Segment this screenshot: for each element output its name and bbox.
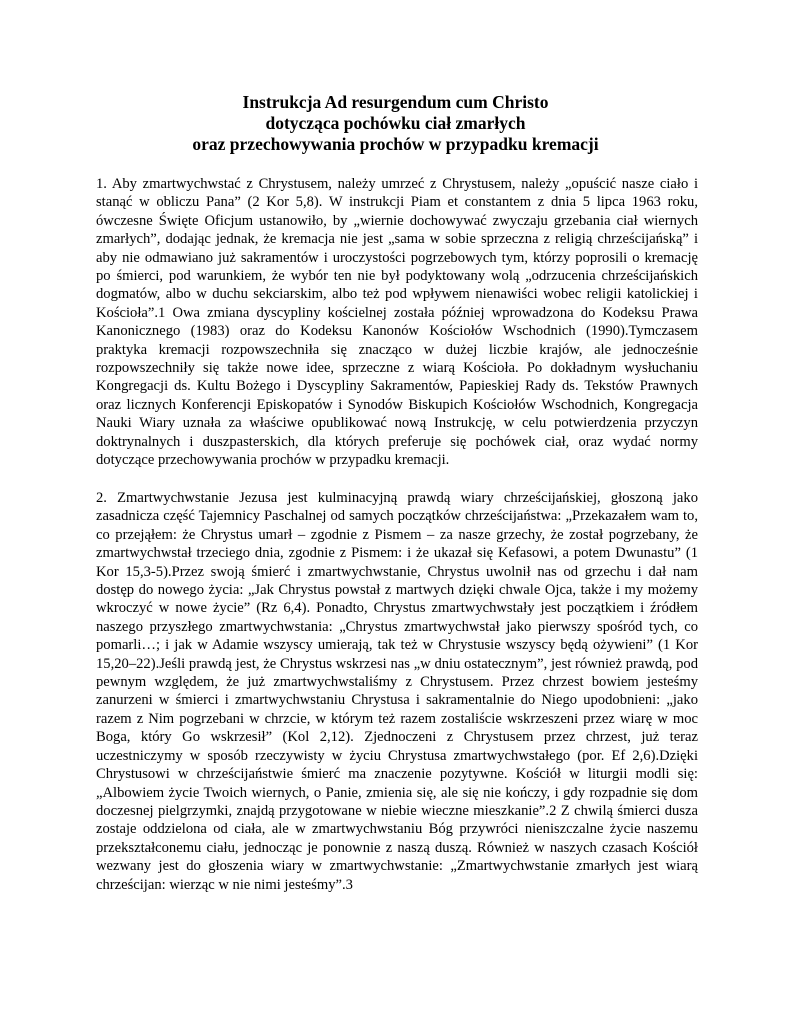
title-line-3: oraz przechowywania prochów w przypadku kremacji (192, 134, 599, 154)
document-title (0, 92, 791, 155)
paragraph-2: 2. Zmartwychwstanie Jezusa jest kulminacyjną prawdą wiary chrześcijańskiej, głoszoną jako zasadnicza część Tajemnicy Paschalnej od samych początków chrześcijaństwa: „Przekazałem wam to, co przejąłem: że Chrystus umarł – zgodnie z Pismem – za nasze grzechy, że został pogrzebany, że zmartwychwstał trzeciego dnia, zgodnie z Pismem: i że ukazał się Kefasowi, a potem Dwunastu” (1 Kor 15,3-5).Przez swoją śmierć i zmartwychwstanie, Chrystus uwolnił nas od grzechu i dał nam dostęp do nowego życia: „Jak Chrystus powstał z martwych dzięki chwale Ojca, także i my możemy wkroczyć w nowe życie” (Rz 6,4). Ponadto, Chrystus zmartwychwstały jest początkiem i źródłem naszego przyszłego zmartwychwstania: „Chrystus zmartwychwstał jako pierwszy spośród tych, co pomarli…; i jak w Adamie wszyscy umierają, tak też w Chrystusie wszyscy będą ożywieni” (1 Kor 15,20–22).Jeśli prawdą jest, że Chrystus wskrzesi nas „w dniu ostatecznym”, jest również prawdą, pod pewnym względem, że już zmartwychwstaliśmy z Chrystusem. Przez chrzest bowiem jesteśmy zanurzeni w śmierci i zmartwychwstaniu Chrystusa i sakramentalnie do Niego upodobnieni: „jako razem z Nim pogrzebani w chrzcie, w którym też razem zostaliście wskrzeszeni przez wiarę w moc Boga, który Go wskrzesił” (Kol 2,12). Zjednoczeni z Chrystusem przez chrzest, już teraz uczestniczymy w sposób rzeczywisty w życiu Chrystusa zmartwychwstałego (por. Ef 2,6).Dzięki Chrystusowi w chrześcijaństwie śmierć ma znaczenie pozytywne. Kościół w liturgii modli się: „Albowiem życie Twoich wiernych, o Panie, zmienia się, ale się nie kończy, i gdy rozpadnie się dom doczesnej pielgrzymki, znajdą przygotowane w niebie wieczne mieszkanie”.2 Z chwilą śmierci dusza zostaje oddzielona od ciała, ale w zmartwychwstaniu Bóg przywróci nieniszczalne życie naszemu przekształconemu ciału, jednocząc je ponownie z naszą duszą. Również w naszych czasach Kościół wezwany jest do głoszenia wiary w zmartwychwstanie: „Zmartwychwstanie zmarłych jest wiarą chrześcijan: wierząc w nie nimi jesteśmy”.3 (96, 490, 698, 893)
paragraph-1: 1. Aby zmartwychwstać z Chrystusem, należy umrzeć z Chrystusem, należy „opuścić nasze ciało i stanąć w obliczu Pana” (2 Kor 5,8). W instrukcji Piam et constantem z dnia 5 lipca 1963 roku, ówczesne Święte Oficjum ustanowiło, by „wiernie dochowywać zwyczaju grzebania ciał wiernych zmarłych”, dodając jednak, że kremacja nie jest „sama w sobie sprzeczna z religią chrześcijańską” i aby nie odmawiano już sakramentów i uroczystości pogrzebowych tym, którzy poprosili o kremację po śmierci, pod warunkiem, że wybór ten nie był podyktowany wolą „odrzucenia chrześcijańskich dogmatów, albo w duchu sekciarskim, albo też pod wpływem nienawiści wobec religii katolickiej i Kościoła”.1 Owa zmiana dyscypliny kościelnej została później wprowadzona do Kodeksu Prawa Kanonicznego (1983) oraz do Kodeksu Kanonów Kościołów Wschodnich (1990).Tymczasem praktyka kremacji rozpowszechniła się znacząco w dużej liczbie krajów, ale jednocześnie rozpowszechniły się także nowe idee, sprzeczne z wiarą Kościoła. Po dokładnym wysłuchaniu Kongregacji ds. Kultu Bożego i Dyscypliny Sakramentów, Papieskiej Rady ds. Tekstów Prawnych oraz licznych Konferencji Episkopatów i Synodów Biskupich Kościołów Wschodnich, Kongregacja Nauki Wiary uznała za właściwe opublikować nową Instrukcję, w celu potwierdzenia przyczyn doktrynalnych i duszpasterskich, dla których preferuje się pochówek ciał, oraz wydać normy dotyczące przechowywania prochów w przypadku kremacji. (96, 176, 698, 469)
title-line-1: Instrukcja Ad resurgendum cum Christo (242, 92, 549, 112)
title-line-2: dotycząca pochówku ciał zmarłych (265, 113, 526, 133)
